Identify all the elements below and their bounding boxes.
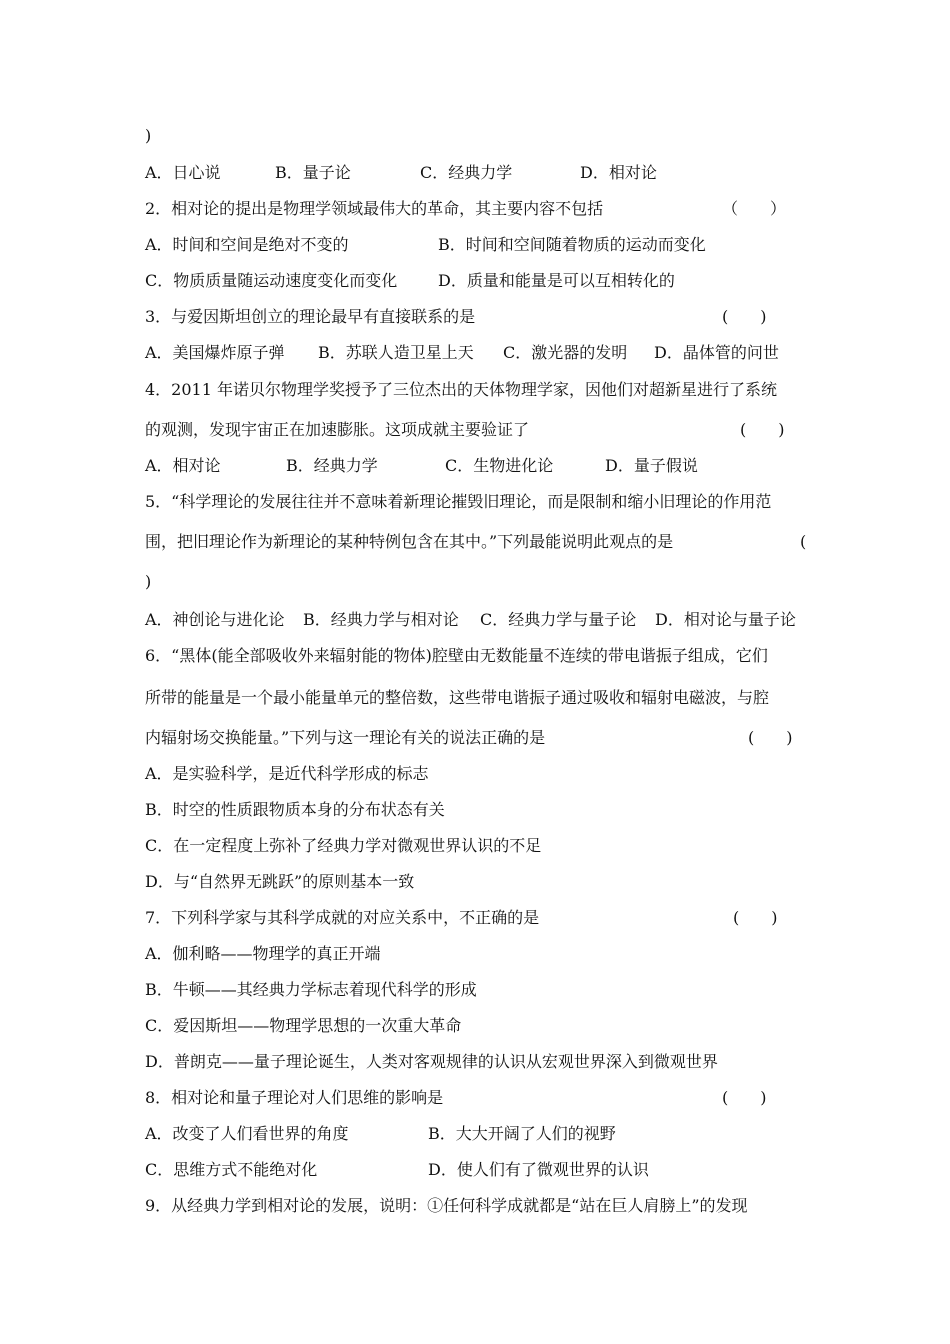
q7-option-a: A．伽利略——物理学的真正开端 [145, 944, 381, 963]
q8-option-a: A．改变了人们看世界的角度 [145, 1124, 349, 1143]
q7-option-c: C．爱因斯坦——物理学思想的一次重大革命 [145, 1016, 462, 1035]
q6-stem-line-3: 内辐射场交换能量。”下列与这一理论有关的说法正确的是 [145, 728, 546, 747]
q2-stem: 2．相对论的提出是物理学领域最伟大的革命，其主要内容不包括 [145, 199, 604, 218]
q4-option-d: D．量子假说 [605, 456, 698, 475]
q6-stem-line-1: 6．“黑体(能全部吸收外来辐射能的物体)腔壁由无数能量不连续的带电谐振子组成，它们 [145, 646, 768, 665]
q4-option-b: B．经典力学 [286, 456, 378, 475]
q6-option-b: B．时空的性质跟物质本身的分布状态有关 [145, 800, 445, 819]
q8-answer-paren: ( ) [722, 1088, 767, 1107]
q8-stem: 8．相对论和量子理论对人们思维的影响是 [145, 1088, 444, 1107]
q4-answer-paren: ( ) [740, 420, 785, 439]
q6-answer-paren: ( ) [748, 728, 793, 747]
q5-answer-paren-open: ( [800, 532, 807, 551]
q5-option-c: C．经典力学与量子论 [480, 610, 637, 629]
q4-option-c: C．生物进化论 [445, 456, 554, 475]
q1-option-b: B．量子论 [275, 163, 351, 182]
q8-option-c: C．思维方式不能绝对化 [145, 1160, 318, 1179]
q8-option-d: D．使人们有了微观世界的认识 [428, 1160, 649, 1179]
q2-option-b: B．时间和空间随着物质的运动而变化 [438, 235, 706, 254]
q2-answer-paren: （ ） [722, 199, 787, 218]
q3-option-a: A．美国爆炸原子弹 [145, 343, 285, 362]
q5-option-b: B．经典力学与相对论 [303, 610, 459, 629]
q4-stem-line-1: 4．2011 年诺贝尔物理学奖授予了三位杰出的天体物理学家，因他们对超新星进行了系统 [145, 380, 777, 399]
q3-option-d: D．晶体管的问世 [654, 343, 779, 362]
q5-option-a: A．神创论与进化论 [145, 610, 285, 629]
q7-option-d: D．普朗克——量子理论诞生，人类对客观规律的认识从宏观世界深入到微观世界 [145, 1052, 718, 1071]
q5-answer-paren-close: ) [145, 572, 152, 591]
q7-stem: 7．下列科学家与其科学成就的对应关系中，不正确的是 [145, 908, 540, 927]
q2-option-d: D．质量和能量是可以互相转化的 [438, 271, 675, 290]
q5-option-d: D．相对论与量子论 [655, 610, 796, 629]
q4-option-a: A．相对论 [145, 456, 221, 475]
q8-option-b: B．大大开阔了人们的视野 [428, 1124, 616, 1143]
q1-option-c: C．经典力学 [420, 163, 513, 182]
q6-option-c: C．在一定程度上弥补了经典力学对微观世界认识的不足 [145, 836, 542, 855]
q3-stem: 3．与爱因斯坦创立的理论最早有直接联系的是 [145, 307, 476, 326]
q6-stem-line-2: 所带的能量是一个最小能量单元的整倍数，这些带电谐振子通过吸收和辐射电磁波，与腔 [145, 688, 770, 707]
q3-option-c: C．激光器的发明 [503, 343, 628, 362]
q2-option-c: C．物质质量随运动速度变化而变化 [145, 271, 398, 290]
q9-stem: 9．从经典力学到相对论的发展，说明：①任何科学成就都是“站在巨人肩膀上”的发现 [145, 1196, 748, 1215]
q3-option-b: B．苏联人造卫星上天 [318, 343, 474, 362]
q6-option-d: D．与“自然界无跳跃”的原则基本一致 [145, 872, 415, 891]
q1-option-d: D．相对论 [580, 163, 657, 182]
q5-stem-line-1: 5．“科学理论的发展往往并不意味着新理论摧毁旧理论，而是限制和缩小旧理论的作用范 [145, 492, 772, 511]
q4-stem-line-2: 的观测，发现宇宙正在加速膨胀。这项成就主要验证了 [145, 420, 530, 439]
q6-option-a: A．是实验科学，是近代科学形成的标志 [145, 764, 429, 783]
q2-option-a: A．时间和空间是绝对不变的 [145, 235, 349, 254]
q7-answer-paren: ( ) [733, 908, 778, 927]
q1-option-a: A．日心说 [145, 163, 221, 182]
q1-tail: ) [145, 126, 152, 145]
q5-stem-line-2: 围，把旧理论作为新理论的某种特例包含在其中。”下列最能说明此观点的是 [145, 532, 674, 551]
q3-answer-paren: ( ) [722, 307, 767, 326]
q7-option-b: B．牛顿——其经典力学标志着现代科学的形成 [145, 980, 477, 999]
